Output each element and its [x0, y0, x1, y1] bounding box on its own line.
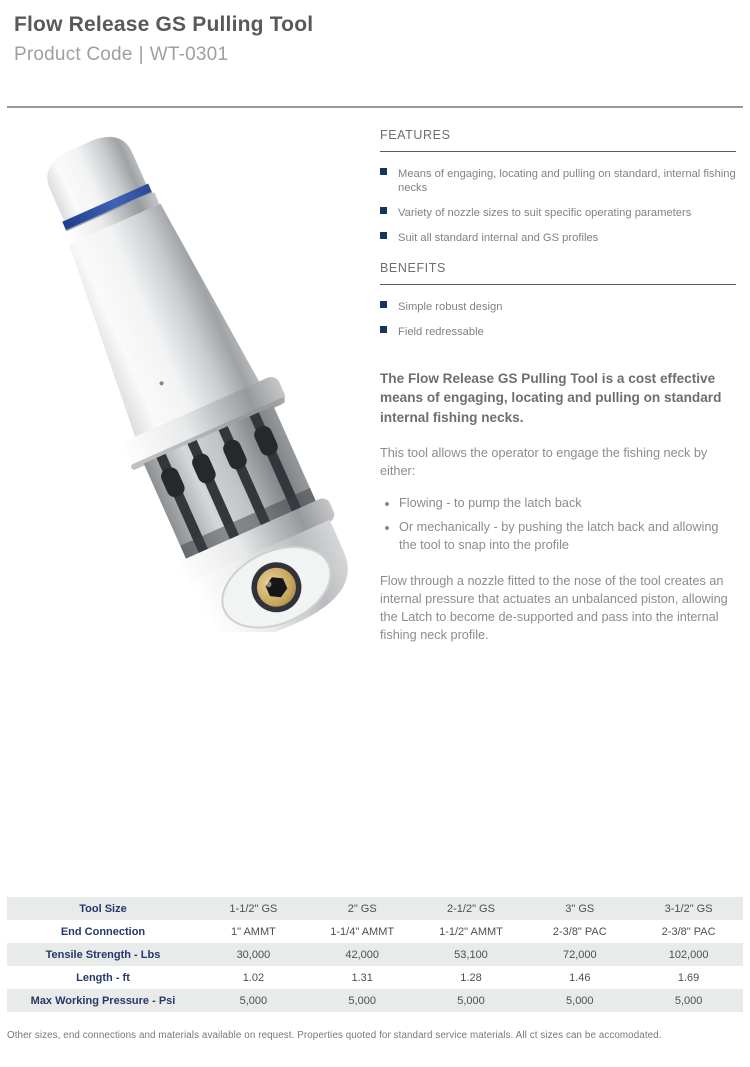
- feature-item: [380, 167, 736, 195]
- product-code-value: WT-0301: [149, 44, 229, 65]
- feature-text: Means of engaging, locating and pulling on standard, internal fishing necks: [398, 168, 736, 194]
- table-row-tool-size: [7, 897, 743, 920]
- cell: 102,000: [668, 948, 709, 961]
- bullet-square-icon: [380, 301, 387, 308]
- features-list: [380, 167, 736, 245]
- benefit-item: [380, 325, 736, 339]
- table-row-end-connection: [7, 920, 743, 943]
- row-label: Tensile Strength - Lbs: [45, 948, 161, 961]
- cell: 1.46: [569, 971, 591, 984]
- cell: 1.28: [460, 971, 482, 984]
- cell: 1.31: [351, 971, 373, 984]
- bullet-square-icon: [380, 232, 387, 239]
- feature-item: [380, 231, 736, 245]
- cell: 1.02: [242, 971, 265, 984]
- spec-table: [7, 897, 743, 1012]
- bullet-square-icon: [380, 207, 387, 214]
- cell: 3-1/2" GS: [664, 902, 713, 915]
- details-column: [380, 116, 736, 644]
- cell: 53,100: [454, 948, 488, 961]
- cell: 30,000: [236, 948, 271, 961]
- page-title: Flow Release GS Pulling Tool: [14, 13, 314, 36]
- method-item: • Or mechanically - by pushing the latch back and allowing the tool to snap into the profile: [399, 519, 736, 554]
- cell: 5,000: [348, 994, 376, 1007]
- methods-list: [380, 495, 736, 555]
- benefit-text: Simple robust design: [398, 301, 503, 313]
- benefit-item: [380, 300, 736, 314]
- intro-paragraph: The Flow Release GS Pulling Tool is a cost effective means of engaging, locating and pulling on standard internal fishing necks.: [380, 371, 722, 425]
- product-code-line: [14, 44, 313, 66]
- row-label: End Connection: [60, 925, 146, 938]
- cell: 2-3/8" PAC: [552, 925, 607, 938]
- product-code-separator: |: [138, 44, 144, 65]
- cell: 2-1/2" GS: [447, 902, 495, 915]
- feature-item: [380, 206, 736, 220]
- cell: 1-1/2" GS: [229, 902, 278, 915]
- page-header: [14, 13, 313, 66]
- cell: 2" GS: [347, 902, 377, 915]
- bullet-square-icon: [380, 168, 387, 175]
- features-heading: FEATURES: [380, 128, 736, 152]
- cell: 1" AMMT: [230, 925, 276, 938]
- feature-text: Suit all standard internal and GS profiles: [398, 232, 599, 244]
- benefit-text: Field redressable: [398, 326, 484, 338]
- cell: 5,000: [674, 994, 703, 1007]
- cell: 2-3/8" PAC: [661, 925, 716, 938]
- row-label: Length - ft: [76, 971, 130, 984]
- table-row-tensile-strength: [7, 943, 743, 966]
- cell: 72,000: [562, 948, 597, 961]
- header-divider: [7, 106, 743, 108]
- cell: 5,000: [457, 994, 485, 1007]
- pulling-tool-illustration: [14, 116, 370, 632]
- cell: 3" GS: [565, 902, 595, 915]
- benefits-heading: BENEFITS: [380, 261, 736, 285]
- cell: 5,000: [239, 994, 268, 1007]
- table-row-max-working-pressure: [7, 989, 743, 1012]
- footnote: Other sizes, end connections and materials available on request. Properties quoted for standard service materials. All ct sizes can be accomodated.: [7, 1030, 662, 1041]
- engage-paragraph: This tool allows the operator to engage the fishing neck by either:: [380, 445, 708, 478]
- product-photo: [14, 116, 370, 632]
- cell: 42,000: [345, 948, 380, 961]
- cell: 1-1/4" AMMT: [330, 925, 395, 938]
- bullet-square-icon: [380, 326, 387, 333]
- table-row-length: [7, 966, 743, 989]
- feature-text: Variety of nozzle sizes to suit specific operating parameters: [398, 207, 692, 219]
- row-label: Max Working Pressure - Psi: [30, 994, 176, 1007]
- benefits-list: [380, 300, 736, 339]
- cell: 1.69: [677, 971, 700, 984]
- cell: 5,000: [566, 994, 594, 1007]
- cell: 1-1/2" AMMT: [439, 925, 503, 938]
- product-code-label: Product Code: [14, 44, 133, 65]
- method-item: • Flowing - to pump the latch back: [399, 495, 736, 513]
- flow-paragraph: Flow through a nozzle fitted to the nose of the tool creates an internal pressure that actuates an unbalanced piston, allowing the Latch to become de-supported and pass into the internal fishing neck profile.: [380, 573, 728, 642]
- row-label: Tool Size: [79, 902, 127, 915]
